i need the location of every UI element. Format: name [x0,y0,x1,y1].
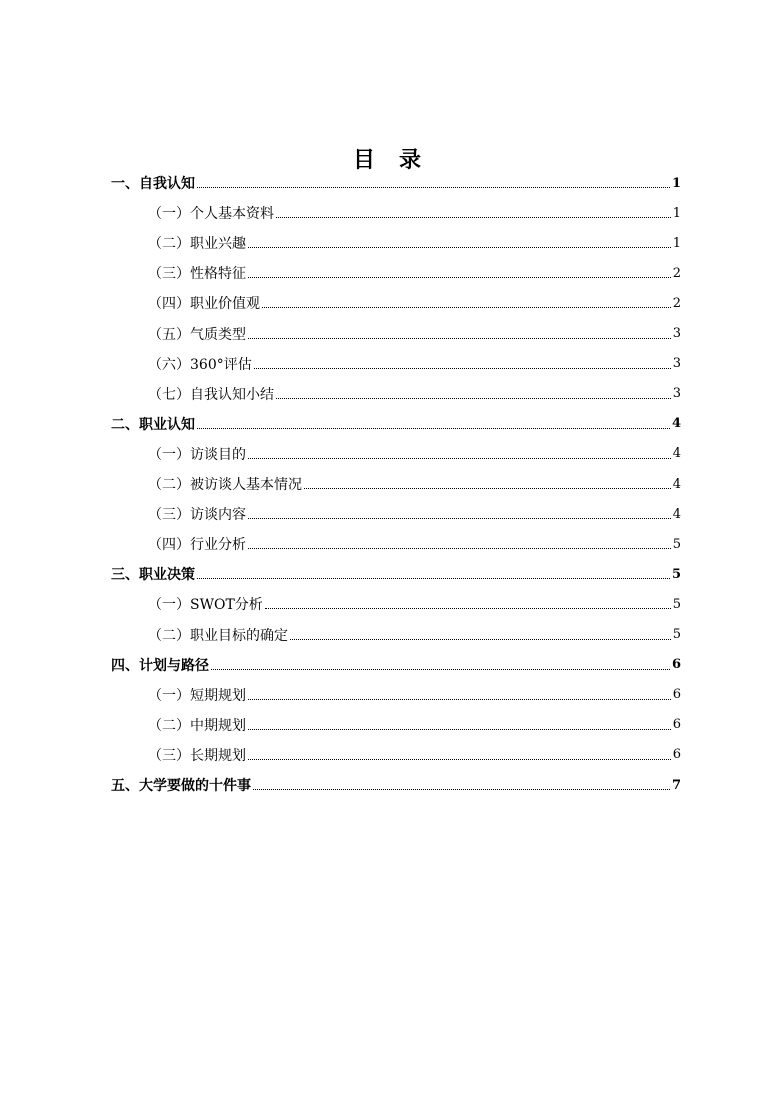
toc-entry-section[interactable] [0,319,774,349]
dot-leader [276,398,671,399]
toc-entry-label: （二）职业兴趣 [148,236,246,253]
toc-entry-page-number: 3 [672,356,681,372]
toc-entry-page-number: 2 [672,265,681,281]
dot-leader [248,338,671,339]
toc-entry-page-number: 4 [671,416,681,432]
toc-entry-section[interactable] [0,198,774,228]
dot-leader [248,699,671,700]
toc-entry-label: （二）被访谈人基本情况 [148,477,302,493]
dot-leader [253,789,670,790]
toc-entry-chapter[interactable] [0,650,774,680]
toc-entry-page-number: 6 [672,747,681,763]
dot-leader [197,578,670,579]
toc-entry-label: （三）长期规划 [148,747,246,764]
toc-entry-label: （一）SWOT分析 [148,597,263,614]
toc-entry-label: （七）自我认知小结 [148,386,274,403]
toc-entry-section[interactable] [0,589,774,619]
toc-entry-page-number: 4 [672,506,681,522]
toc-entry-label: （一）短期规划 [148,687,246,704]
toc-entry-label: （三）性格特征 [148,266,246,283]
toc-entry-section[interactable] [0,379,774,409]
toc-entry-chapter[interactable] [0,770,774,800]
toc-entry-section[interactable] [0,710,774,740]
toc-entry-section[interactable] [0,349,774,379]
toc-entry-section[interactable] [0,288,774,318]
toc-entry-label: （三）访谈内容 [148,507,246,524]
toc-entry-label: 三、职业决策 [111,567,195,584]
toc-entry-page-number: 4 [672,476,681,492]
dot-leader [254,368,671,369]
toc-entry-section[interactable] [0,439,774,469]
toc-entry-page-number: 3 [672,326,681,341]
toc-entry-page-number: 7 [671,777,681,793]
dot-leader [265,608,671,609]
toc-entry-page-number: 5 [672,536,681,552]
toc-entry-label: （二）职业目标的确定 [148,627,288,644]
toc-entry-page-number: 3 [672,386,681,402]
dot-leader [262,307,671,308]
toc-entry-label: 二、职业认知 [111,416,195,433]
dot-leader [248,458,671,459]
dot-leader [248,247,671,248]
toc-entry-section[interactable] [0,680,774,710]
toc-entry-page-number: 6 [672,717,681,733]
dot-leader [304,488,671,489]
toc-entry-page-number: 2 [672,295,681,311]
toc-entry-page-number: 6 [672,687,681,703]
toc-entry-label: 五、大学要做的十件事 [111,778,251,794]
toc-entry-label: （六）360°评估 [148,356,252,373]
toc-entry-label: （一）访谈目的 [148,446,246,463]
toc-entry-section[interactable] [0,228,774,258]
toc-entry-page-number: 1 [672,205,681,221]
toc-entry-page-number: 5 [672,596,681,612]
dot-leader [290,639,671,640]
dot-leader [248,548,671,549]
toc-entry-section[interactable] [0,258,774,288]
toc-entry-chapter[interactable] [0,168,774,198]
dot-leader [197,428,670,429]
dot-leader [248,759,671,760]
toc-entry-label: （二）中期规划 [148,717,246,734]
toc-entry-label: （四）行业分析 [148,537,246,554]
toc-entry-page-number: 5 [672,627,681,642]
toc-entry-label: 四、计划与路径 [111,657,209,674]
toc-entry-section[interactable] [0,529,774,559]
toc-entry-section[interactable] [0,620,774,650]
toc-entry-page-number: 4 [672,446,681,462]
dot-leader [248,277,671,278]
dot-leader [211,669,670,670]
dot-leader [197,187,670,188]
dot-leader [248,729,671,730]
toc-entry-section[interactable] [0,469,774,499]
toc-entry-page-number: 6 [671,657,681,673]
page-title: 目录 [352,148,445,173]
dot-leader [248,518,671,519]
toc-entry-chapter[interactable] [0,559,774,589]
toc-entry-page-number: 5 [671,566,681,582]
dot-leader [276,217,671,218]
toc-entry-label: （五）气质类型 [148,326,246,343]
toc-entry-page-number: 1 [672,235,681,251]
toc-entry-page-number: 1 [671,175,681,191]
toc-entry-label: 一、自我认知 [111,176,195,192]
toc-entry-section[interactable] [0,740,774,770]
toc-entry-label: （一）个人基本资料 [148,206,274,223]
toc-entry-chapter[interactable] [0,409,774,439]
toc-entry-label: （四）职业价值观 [148,296,260,313]
toc-entry-section[interactable] [0,499,774,529]
